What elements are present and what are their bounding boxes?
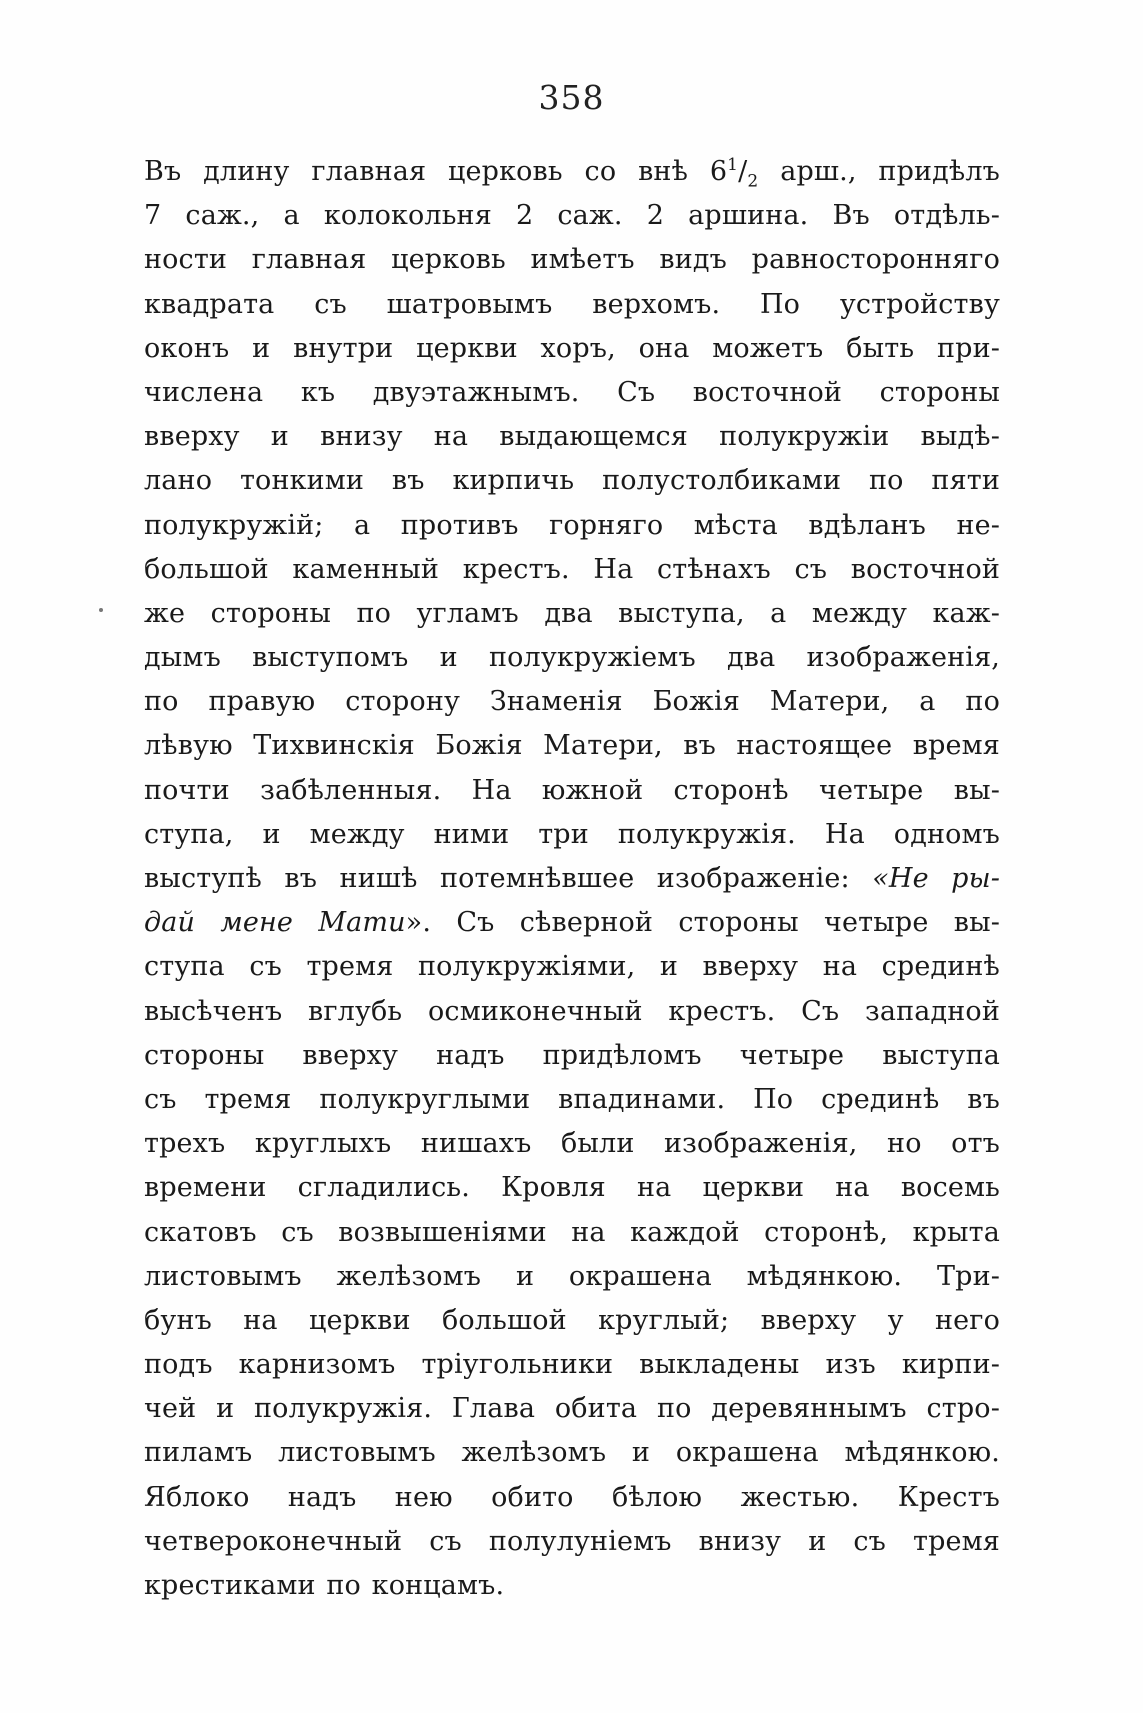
- text-line-22: съ тремя полукруглыми впадинами. По срединѣ въ: [144, 1083, 1000, 1115]
- text-line-6: числена къ двуэтажнымъ. Съ восточной стороны: [144, 376, 1000, 408]
- text-line-19: ступа съ тремя полукружіями, и вверху на срединѣ: [144, 951, 1000, 983]
- text-line-27: бунъ на церкви большой круглый; вверху у него: [144, 1304, 1000, 1336]
- text-line-18-part-b: ». Съ сѣверной стороны четыре вы-: [405, 907, 1000, 939]
- text-line-10: большой каменный крестъ. На стѣнахъ съ восточной: [144, 553, 1000, 585]
- fraction-slash: /: [738, 156, 748, 187]
- text-line-4: квадрата съ шатровымъ верхомъ. По устройству: [144, 288, 1000, 320]
- text-line-17-part-a: выступѣ въ нишѣ потемнѣвшее изображеніе:: [144, 863, 873, 894]
- body-text: [144, 150, 1000, 1608]
- text-line-15: почти забѣленныя. На южной сторонѣ четыре вы-: [144, 774, 1000, 806]
- text-line-24: времени сгладились. Кровля на церкви на восемь: [144, 1172, 1000, 1204]
- quote-italic-end: дай мене Мати: [144, 907, 406, 939]
- fraction-denominator: 2: [747, 171, 759, 192]
- text-line-28: подъ карнизомъ тріугольники выкладены изъ кирпи-: [144, 1349, 1000, 1381]
- fraction-numerator: 1: [727, 155, 739, 175]
- text-line-23: трехъ круглыхъ нишахъ были изображенія, но отъ: [144, 1128, 1000, 1160]
- text-line-20: высѣченъ вглубь осмиконечный крестъ. Съ западной: [144, 995, 1000, 1027]
- text-line-2: 7 саж., а колокольня 2 саж. 2 аршина. Въ отдѣль-: [144, 200, 1000, 232]
- text-line-30: пиламъ листовымъ желѣзомъ и окрашена мѣдянкою.: [144, 1437, 1000, 1469]
- text-line-26: листовымъ желѣзомъ и окрашена мѣдянкою. Три-: [144, 1260, 1000, 1292]
- text-line-21: стороны вверху надъ придѣломъ четыре выступа: [144, 1039, 1000, 1071]
- text-line-1-part-a: Въ длину главная церковь со внѣ 6: [144, 156, 728, 187]
- text-line-3: ности главная церковь имѣетъ видъ равносторонняго: [144, 244, 1000, 276]
- text-line-14: лѣвую Тихвинскія Божія Матери, въ настоящее время: [144, 730, 1000, 762]
- text-line-25: скатовъ съ возвышеніями на каждой сторонѣ, крыта: [144, 1216, 1000, 1248]
- page-number: 358: [538, 78, 605, 117]
- text-line-13: по правую сторону Знаменія Божія Матери, а по: [144, 686, 1000, 718]
- text-line-12: дымъ выступомъ и полукружіемъ два изображенія,: [144, 642, 1000, 674]
- text-line-32: четвероконечный съ полулуніемъ внизу и съ тремя: [144, 1525, 1000, 1557]
- quote-italic-start: «Не ры-: [872, 863, 1000, 894]
- text-line-9: полукружій; а противъ горняго мѣста вдѣланъ не-: [144, 509, 1000, 541]
- text-line-33: крестиками по концамъ.: [144, 1570, 505, 1601]
- margin-speck: [99, 608, 103, 612]
- text-line-8: лано тонкими въ кирпичь полустолбиками по пяти: [144, 465, 1000, 497]
- text-line-5: оконъ и внутри церкви хоръ, она можетъ быть при-: [144, 332, 1000, 364]
- text-line-31: Яблоко надъ нею обито бѣлою жестью. Крестъ: [144, 1481, 1000, 1513]
- text-line-16: ступа, и между ними три полукружія. На одномъ: [144, 818, 1000, 850]
- text-line-17: [144, 857, 1000, 901]
- text-line-7: вверху и внизу на выдающемся полукружіи выдѣ-: [144, 421, 1000, 453]
- text-line-11: же стороны по угламъ два выступа, а между каж-: [144, 597, 1000, 629]
- text-line-18: [144, 901, 1000, 945]
- text-line-1-part-b: арш., придѣлъ: [758, 156, 1000, 187]
- text-line-1: [144, 150, 1000, 194]
- text-line-29: чей и полукружія. Глава обита по деревяннымъ стро-: [144, 1393, 1000, 1425]
